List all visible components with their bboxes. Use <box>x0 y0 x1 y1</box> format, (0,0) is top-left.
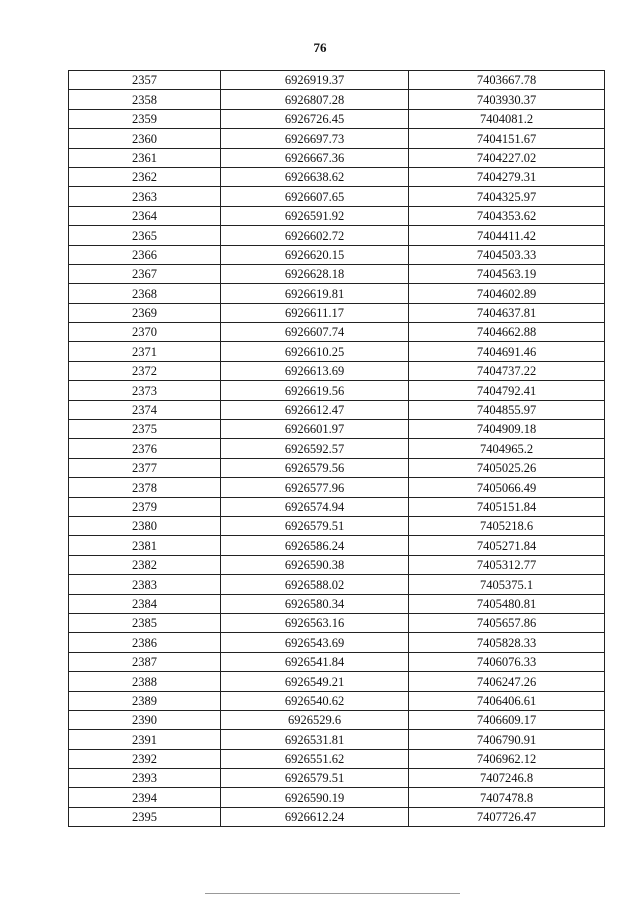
y-coordinate-cell: 7404411.42 <box>409 226 605 245</box>
y-coordinate-cell: 7406406.61 <box>409 691 605 710</box>
x-coordinate-cell: 6926577.96 <box>221 478 409 497</box>
x-coordinate-cell: 6926612.24 <box>221 807 409 826</box>
y-coordinate-cell: 7405828.33 <box>409 633 605 652</box>
x-coordinate-cell: 6926613.69 <box>221 361 409 380</box>
table-row <box>69 672 605 691</box>
x-coordinate-cell: 6926619.81 <box>221 284 409 303</box>
footer-rule <box>205 893 460 894</box>
x-coordinate-cell: 6926807.28 <box>221 90 409 109</box>
table-row <box>69 652 605 671</box>
x-coordinate-cell: 6926580.34 <box>221 594 409 613</box>
y-coordinate-cell: 7404503.33 <box>409 245 605 264</box>
point-number-cell: 2386 <box>69 633 221 652</box>
point-number-cell: 2388 <box>69 672 221 691</box>
point-number-cell: 2385 <box>69 613 221 632</box>
table-row <box>69 555 605 574</box>
table-row <box>69 439 605 458</box>
point-number-cell: 2372 <box>69 361 221 380</box>
y-coordinate-cell: 7404151.67 <box>409 129 605 148</box>
x-coordinate-cell: 6926610.25 <box>221 342 409 361</box>
table-row <box>69 342 605 361</box>
y-coordinate-cell: 7405657.86 <box>409 613 605 632</box>
table-row <box>69 90 605 109</box>
point-number-cell: 2361 <box>69 148 221 167</box>
table-row <box>69 769 605 788</box>
table-row <box>69 303 605 322</box>
x-coordinate-cell: 6926620.15 <box>221 245 409 264</box>
point-number-cell: 2390 <box>69 710 221 729</box>
y-coordinate-cell: 7404602.89 <box>409 284 605 303</box>
y-coordinate-cell: 7405271.84 <box>409 536 605 555</box>
x-coordinate-cell: 6926592.57 <box>221 439 409 458</box>
point-number-cell: 2391 <box>69 730 221 749</box>
y-coordinate-cell: 7407478.8 <box>409 788 605 807</box>
x-coordinate-cell: 6926590.38 <box>221 555 409 574</box>
table-row <box>69 478 605 497</box>
x-coordinate-cell: 6926579.56 <box>221 458 409 477</box>
x-coordinate-cell: 6926612.47 <box>221 400 409 419</box>
y-coordinate-cell: 7405218.6 <box>409 516 605 535</box>
y-coordinate-cell: 7406962.12 <box>409 749 605 768</box>
table-row <box>69 284 605 303</box>
table-row <box>69 400 605 419</box>
y-coordinate-cell: 7404353.62 <box>409 206 605 225</box>
table-row <box>69 129 605 148</box>
page-number: 76 <box>313 40 327 55</box>
y-coordinate-cell: 7405025.26 <box>409 458 605 477</box>
x-coordinate-cell: 6926529.6 <box>221 710 409 729</box>
table-row <box>69 613 605 632</box>
y-coordinate-cell: 7406790.91 <box>409 730 605 749</box>
point-number-cell: 2384 <box>69 594 221 613</box>
x-coordinate-cell: 6926638.62 <box>221 167 409 186</box>
y-coordinate-cell: 7404909.18 <box>409 420 605 439</box>
y-coordinate-cell: 7406609.17 <box>409 710 605 729</box>
x-coordinate-cell: 6926588.02 <box>221 575 409 594</box>
y-coordinate-cell: 7404227.02 <box>409 148 605 167</box>
x-coordinate-cell: 6926563.16 <box>221 613 409 632</box>
y-coordinate-cell: 7404792.41 <box>409 381 605 400</box>
table-row <box>69 109 605 128</box>
x-coordinate-cell: 6926919.37 <box>221 71 409 90</box>
point-number-cell: 2365 <box>69 226 221 245</box>
point-number-cell: 2383 <box>69 575 221 594</box>
x-coordinate-cell: 6926611.17 <box>221 303 409 322</box>
y-coordinate-cell: 7404637.81 <box>409 303 605 322</box>
coordinates-table-body <box>69 71 605 827</box>
point-number-cell: 2360 <box>69 129 221 148</box>
y-coordinate-cell: 7404279.31 <box>409 167 605 186</box>
point-number-cell: 2370 <box>69 323 221 342</box>
y-coordinate-cell: 7403930.37 <box>409 90 605 109</box>
x-coordinate-cell: 6926697.73 <box>221 129 409 148</box>
x-coordinate-cell: 6926628.18 <box>221 264 409 283</box>
table-row <box>69 788 605 807</box>
point-number-cell: 2373 <box>69 381 221 400</box>
table-row <box>69 323 605 342</box>
x-coordinate-cell: 6926579.51 <box>221 769 409 788</box>
x-coordinate-cell: 6926543.69 <box>221 633 409 652</box>
y-coordinate-cell: 7404965.2 <box>409 439 605 458</box>
table-row <box>69 633 605 652</box>
y-coordinate-cell: 7405480.81 <box>409 594 605 613</box>
x-coordinate-cell: 6926619.56 <box>221 381 409 400</box>
point-number-cell: 2357 <box>69 71 221 90</box>
x-coordinate-cell: 6926549.21 <box>221 672 409 691</box>
point-number-cell: 2380 <box>69 516 221 535</box>
y-coordinate-cell: 7407246.8 <box>409 769 605 788</box>
x-coordinate-cell: 6926607.65 <box>221 187 409 206</box>
x-coordinate-cell: 6926601.97 <box>221 420 409 439</box>
point-number-cell: 2368 <box>69 284 221 303</box>
table-row <box>69 187 605 206</box>
y-coordinate-cell: 7404737.22 <box>409 361 605 380</box>
table-row <box>69 710 605 729</box>
y-coordinate-cell: 7406247.26 <box>409 672 605 691</box>
table-row <box>69 458 605 477</box>
point-number-cell: 2392 <box>69 749 221 768</box>
table-row <box>69 381 605 400</box>
point-number-cell: 2377 <box>69 458 221 477</box>
y-coordinate-cell: 7405375.1 <box>409 575 605 594</box>
point-number-cell: 2389 <box>69 691 221 710</box>
table-row <box>69 594 605 613</box>
table-row <box>69 497 605 516</box>
table-row <box>69 575 605 594</box>
point-number-cell: 2375 <box>69 420 221 439</box>
table-row <box>69 749 605 768</box>
table-row <box>69 730 605 749</box>
x-coordinate-cell: 6926531.81 <box>221 730 409 749</box>
table-row <box>69 226 605 245</box>
point-number-cell: 2367 <box>69 264 221 283</box>
y-coordinate-cell: 7405066.49 <box>409 478 605 497</box>
point-number-cell: 2374 <box>69 400 221 419</box>
point-number-cell: 2376 <box>69 439 221 458</box>
point-number-cell: 2369 <box>69 303 221 322</box>
x-coordinate-cell: 6926590.19 <box>221 788 409 807</box>
coordinates-table <box>68 70 605 827</box>
table-row <box>69 807 605 826</box>
x-coordinate-cell: 6926591.92 <box>221 206 409 225</box>
table-row <box>69 361 605 380</box>
y-coordinate-cell: 7404691.46 <box>409 342 605 361</box>
y-coordinate-cell: 7403667.78 <box>409 71 605 90</box>
y-coordinate-cell: 7405312.77 <box>409 555 605 574</box>
point-number-cell: 2362 <box>69 167 221 186</box>
point-number-cell: 2395 <box>69 807 221 826</box>
y-coordinate-cell: 7404662.88 <box>409 323 605 342</box>
y-coordinate-cell: 7404855.97 <box>409 400 605 419</box>
x-coordinate-cell: 6926607.74 <box>221 323 409 342</box>
y-coordinate-cell: 7405151.84 <box>409 497 605 516</box>
y-coordinate-cell: 7406076.33 <box>409 652 605 671</box>
y-coordinate-cell: 7407726.47 <box>409 807 605 826</box>
table-row <box>69 516 605 535</box>
point-number-cell: 2371 <box>69 342 221 361</box>
table-row <box>69 264 605 283</box>
point-number-cell: 2378 <box>69 478 221 497</box>
y-coordinate-cell: 7404563.19 <box>409 264 605 283</box>
table-row <box>69 206 605 225</box>
point-number-cell: 2358 <box>69 90 221 109</box>
x-coordinate-cell: 6926540.62 <box>221 691 409 710</box>
table-row <box>69 148 605 167</box>
table-row <box>69 245 605 264</box>
x-coordinate-cell: 6926574.94 <box>221 497 409 516</box>
table-row <box>69 167 605 186</box>
x-coordinate-cell: 6926726.45 <box>221 109 409 128</box>
point-number-cell: 2381 <box>69 536 221 555</box>
point-number-cell: 2394 <box>69 788 221 807</box>
point-number-cell: 2366 <box>69 245 221 264</box>
point-number-cell: 2364 <box>69 206 221 225</box>
point-number-cell: 2382 <box>69 555 221 574</box>
x-coordinate-cell: 6926602.72 <box>221 226 409 245</box>
point-number-cell: 2393 <box>69 769 221 788</box>
table-row <box>69 420 605 439</box>
table-row <box>69 536 605 555</box>
x-coordinate-cell: 6926541.84 <box>221 652 409 671</box>
x-coordinate-cell: 6926551.62 <box>221 749 409 768</box>
point-number-cell: 2387 <box>69 652 221 671</box>
x-coordinate-cell: 6926579.51 <box>221 516 409 535</box>
point-number-cell: 2363 <box>69 187 221 206</box>
point-number-cell: 2359 <box>69 109 221 128</box>
point-number-cell: 2379 <box>69 497 221 516</box>
x-coordinate-cell: 6926586.24 <box>221 536 409 555</box>
y-coordinate-cell: 7404081.2 <box>409 109 605 128</box>
y-coordinate-cell: 7404325.97 <box>409 187 605 206</box>
table-row <box>69 71 605 90</box>
x-coordinate-cell: 6926667.36 <box>221 148 409 167</box>
table-row <box>69 691 605 710</box>
